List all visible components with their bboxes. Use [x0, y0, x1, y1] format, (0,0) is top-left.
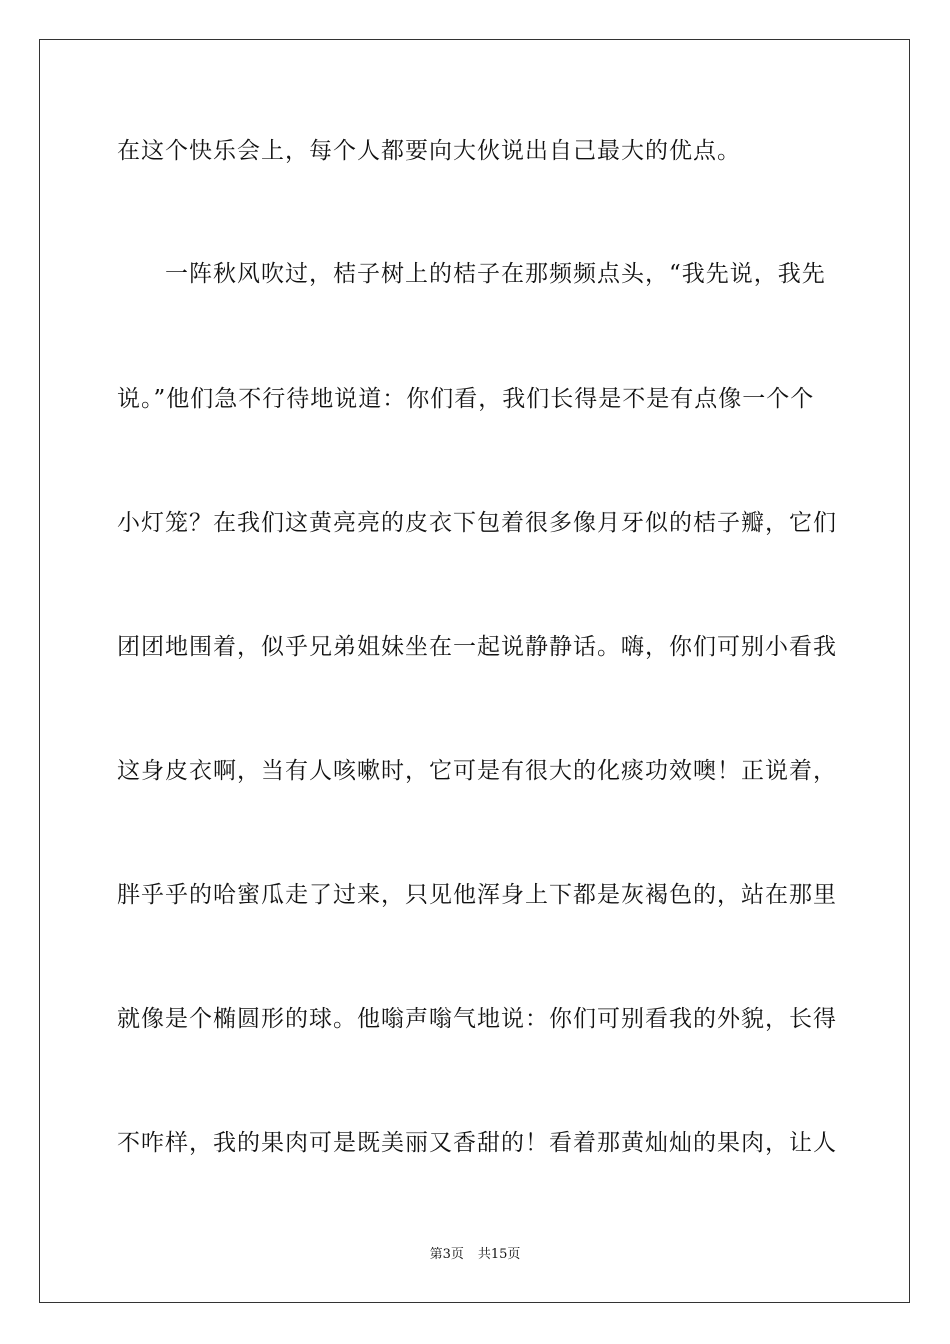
text-line-2: 一阵秋风吹过，桔子树上的桔子在那频频点头，“我先说，我先: [117, 261, 826, 287]
text-line-3: 说。”他们急不行待地说道：你们看，我们长得是不是有点像一个个: [117, 386, 815, 412]
text-line-4: 小灯笼？在我们这黄亮亮的皮衣下包着很多像月牙似的桔子瓣，它们: [117, 510, 837, 536]
page-border: [39, 39, 910, 1303]
page-number: 第3页: [429, 1247, 464, 1262]
text-line-5: 团团地围着，似乎兄弟姐妹坐在一起说静静话。嗨，你们可别小看我: [117, 634, 837, 660]
text-line-6: 这身皮衣啊，当有人咳嗽时，它可是有很大的化痰功效噢！正说着，: [117, 758, 837, 784]
page-footer: [0, 1246, 950, 1264]
text-line-9: 不咋样，我的果肉可是既美丽又香甜的！看着那黄灿灿的果肉，让人: [117, 1130, 837, 1156]
text-line-7: 胖乎乎的哈蜜瓜走了过来，只见他浑身上下都是灰褐色的，站在那里: [117, 882, 837, 908]
page-total: 共15页: [477, 1247, 521, 1262]
text-line-1: 在这个快乐会上，每个人都要向大伙说出自己最大的优点。: [117, 138, 741, 164]
text-line-8: 就像是个椭圆形的球。他嗡声嗡气地说：你们可别看我的外貌，长得: [117, 1006, 837, 1032]
